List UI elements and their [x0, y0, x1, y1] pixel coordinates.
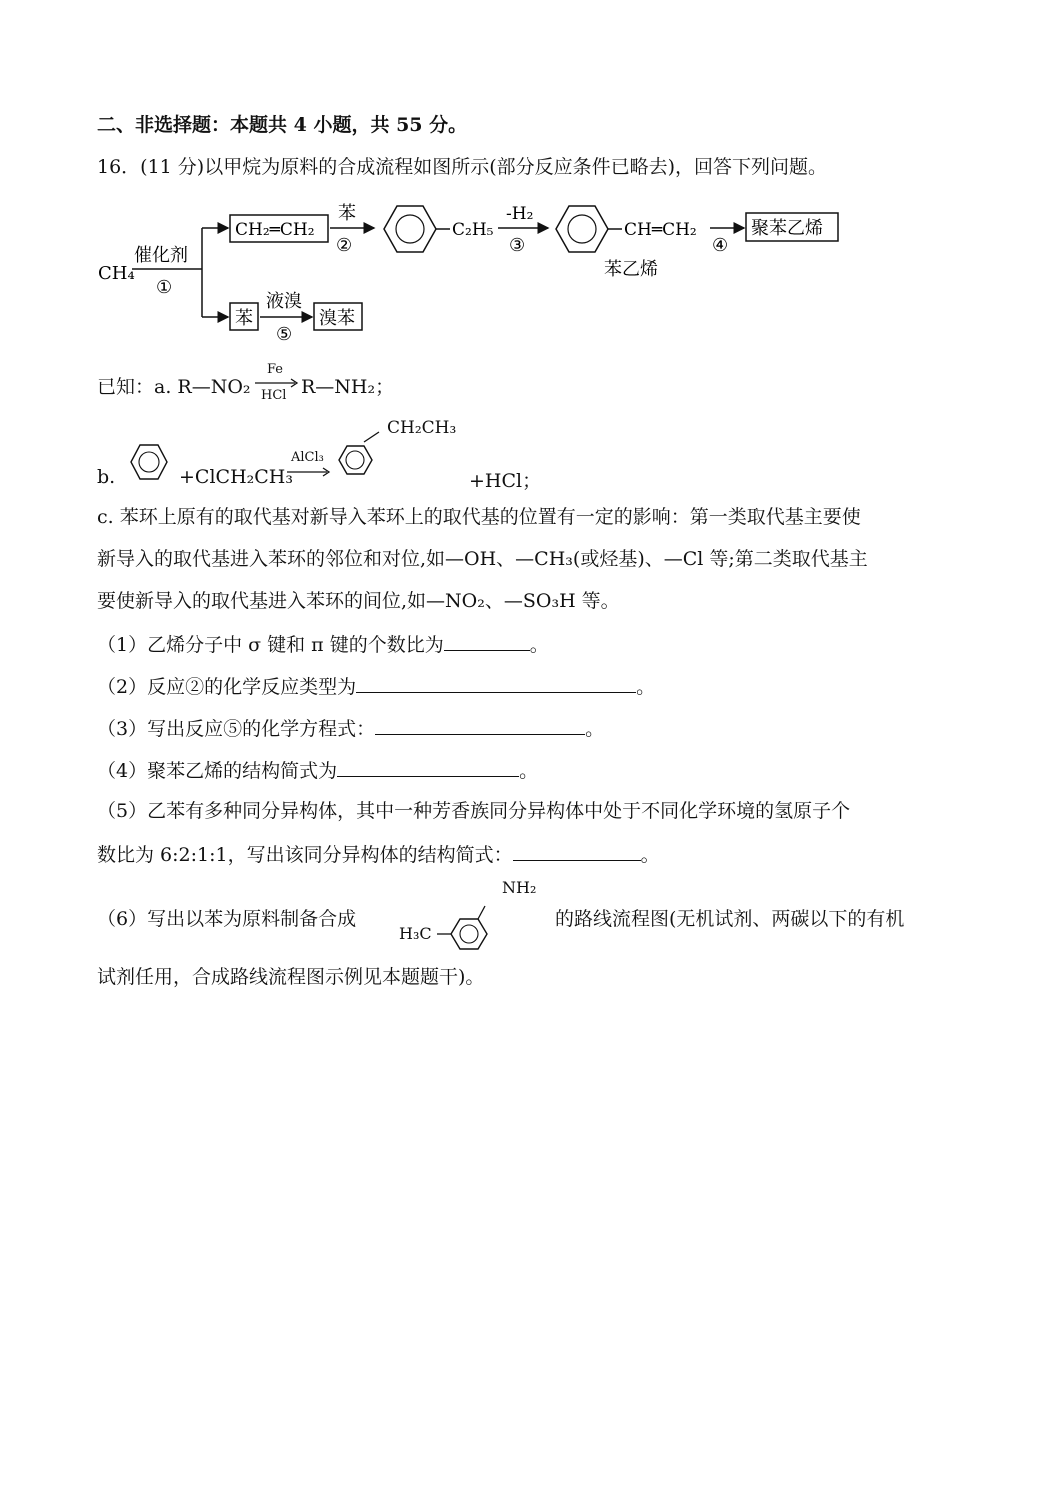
question-6-prefix: （6）写出以苯为原料制备合成: [97, 908, 357, 930]
answer-blank-3[interactable]: [375, 716, 585, 735]
question-3-text: （3）写出反应⑤的化学方程式：: [97, 718, 376, 740]
known-a-suffix: R—NH₂；: [301, 376, 395, 398]
m-toluidine-structure: [437, 894, 507, 954]
step-4-label: ④: [712, 235, 729, 256]
answer-blank-1[interactable]: [444, 632, 530, 651]
known-a: [97, 362, 497, 408]
benzene-box: 苯: [235, 308, 253, 329]
question-5-text: 数比为 6:2:1:1，写出该同分异构体的结构简式：: [97, 844, 513, 866]
question-5-line-2: [97, 842, 660, 867]
ethylene-box: CH₂═CH₂: [235, 220, 315, 240]
known-c-line-2: 新导入的取代基进入苯环的邻位和对位,如—OH、—CH₃(或烃基)、—Cl 等;第二类取代基主: [97, 548, 868, 570]
period: 。: [640, 844, 660, 866]
known-a-prefix: 已知：a. R—NO₂: [97, 376, 251, 398]
period: 。: [585, 718, 605, 740]
known-b-suffix: +HCl；: [469, 470, 542, 492]
known-c-line-3: 要使新导入的取代基进入苯环的间位,如—NO₂、—SO₃H 等。: [97, 590, 620, 612]
benzene-ring-b1: [129, 440, 169, 484]
liquid-bromine-label: 液溴: [266, 291, 302, 312]
vinyl-group: CH═CH₂: [624, 220, 697, 240]
question-5-line-1: （5）乙苯有多种同分异构体，其中一种芳香族同分异构体中处于不同化学环境的氢原子个: [97, 800, 851, 822]
synthesis-flow-diagram: [90, 195, 890, 345]
question-1: [97, 632, 549, 657]
question-6-suffix: 的路线流程图(无机试剂、两碳以下的有机: [555, 908, 905, 930]
step-3-label: ③: [509, 235, 526, 256]
catalyst-label: 催化剂: [134, 245, 188, 266]
question-16-header: 16．(11 分)以甲烷为原料的合成流程如图所示(部分反应条件已略去)，回答下列问题。: [97, 156, 828, 178]
question-1-text: （1）乙烯分子中 σ 键和 π 键的个数比为: [97, 634, 444, 656]
period: 。: [636, 676, 656, 698]
period: 。: [529, 634, 549, 656]
q6-nh2-label: NH₂: [502, 878, 537, 897]
benzene-ring-2: [556, 206, 608, 252]
answer-blank-5[interactable]: [513, 842, 641, 861]
known-b-reagent: +ClCH₂CH₃: [179, 466, 293, 488]
answer-blank-4[interactable]: [337, 758, 519, 777]
benzene-reagent: 苯: [338, 203, 356, 224]
known-b-catalyst: AlCl₃: [291, 450, 324, 465]
question-6: [97, 872, 977, 952]
bromobenzene-box: 溴苯: [319, 308, 355, 329]
question-4: [97, 758, 538, 783]
section-title: 二、非选择题：本题共 4 小题，共 55 分。: [97, 114, 468, 136]
q6-ch3-label: H₃C: [399, 924, 432, 943]
known-a-under: HCl: [261, 388, 287, 403]
answer-blank-2[interactable]: [356, 674, 636, 693]
period: 。: [519, 760, 539, 782]
known-c-line-1: c. 苯环上原有的取代基对新导入苯环上的取代基的位置有一定的影响：第一类取代基主要使: [97, 506, 861, 528]
question-4-text: （4）聚苯乙烯的结构简式为: [97, 760, 338, 782]
ethylbenzene-ring: [335, 430, 395, 482]
known-b: [97, 412, 597, 492]
question-6-line-2: 试剂任用，合成路线流程图示例见本题题干)。: [97, 966, 485, 988]
known-b-label: b.: [97, 466, 116, 488]
polystyrene-box: 聚苯乙烯: [751, 218, 823, 239]
step-2-label: ②: [336, 235, 353, 256]
dehydrogenation-label: -H₂: [506, 204, 534, 224]
benzene-ring-1: [384, 206, 436, 252]
known-b-substituent: CH₂CH₃: [387, 418, 457, 438]
step-1-label: ①: [156, 277, 173, 298]
known-a-over: Fe: [267, 362, 284, 377]
methane-label: CH₄: [98, 263, 135, 284]
question-2: [97, 674, 655, 699]
question-3: [97, 716, 604, 741]
question-2-text: （2）反应②的化学反应类型为: [97, 676, 357, 698]
styrene-name: 苯乙烯: [604, 259, 658, 280]
step-5-label: ⑤: [276, 324, 293, 345]
ethyl-group: C₂H₅: [452, 220, 494, 240]
